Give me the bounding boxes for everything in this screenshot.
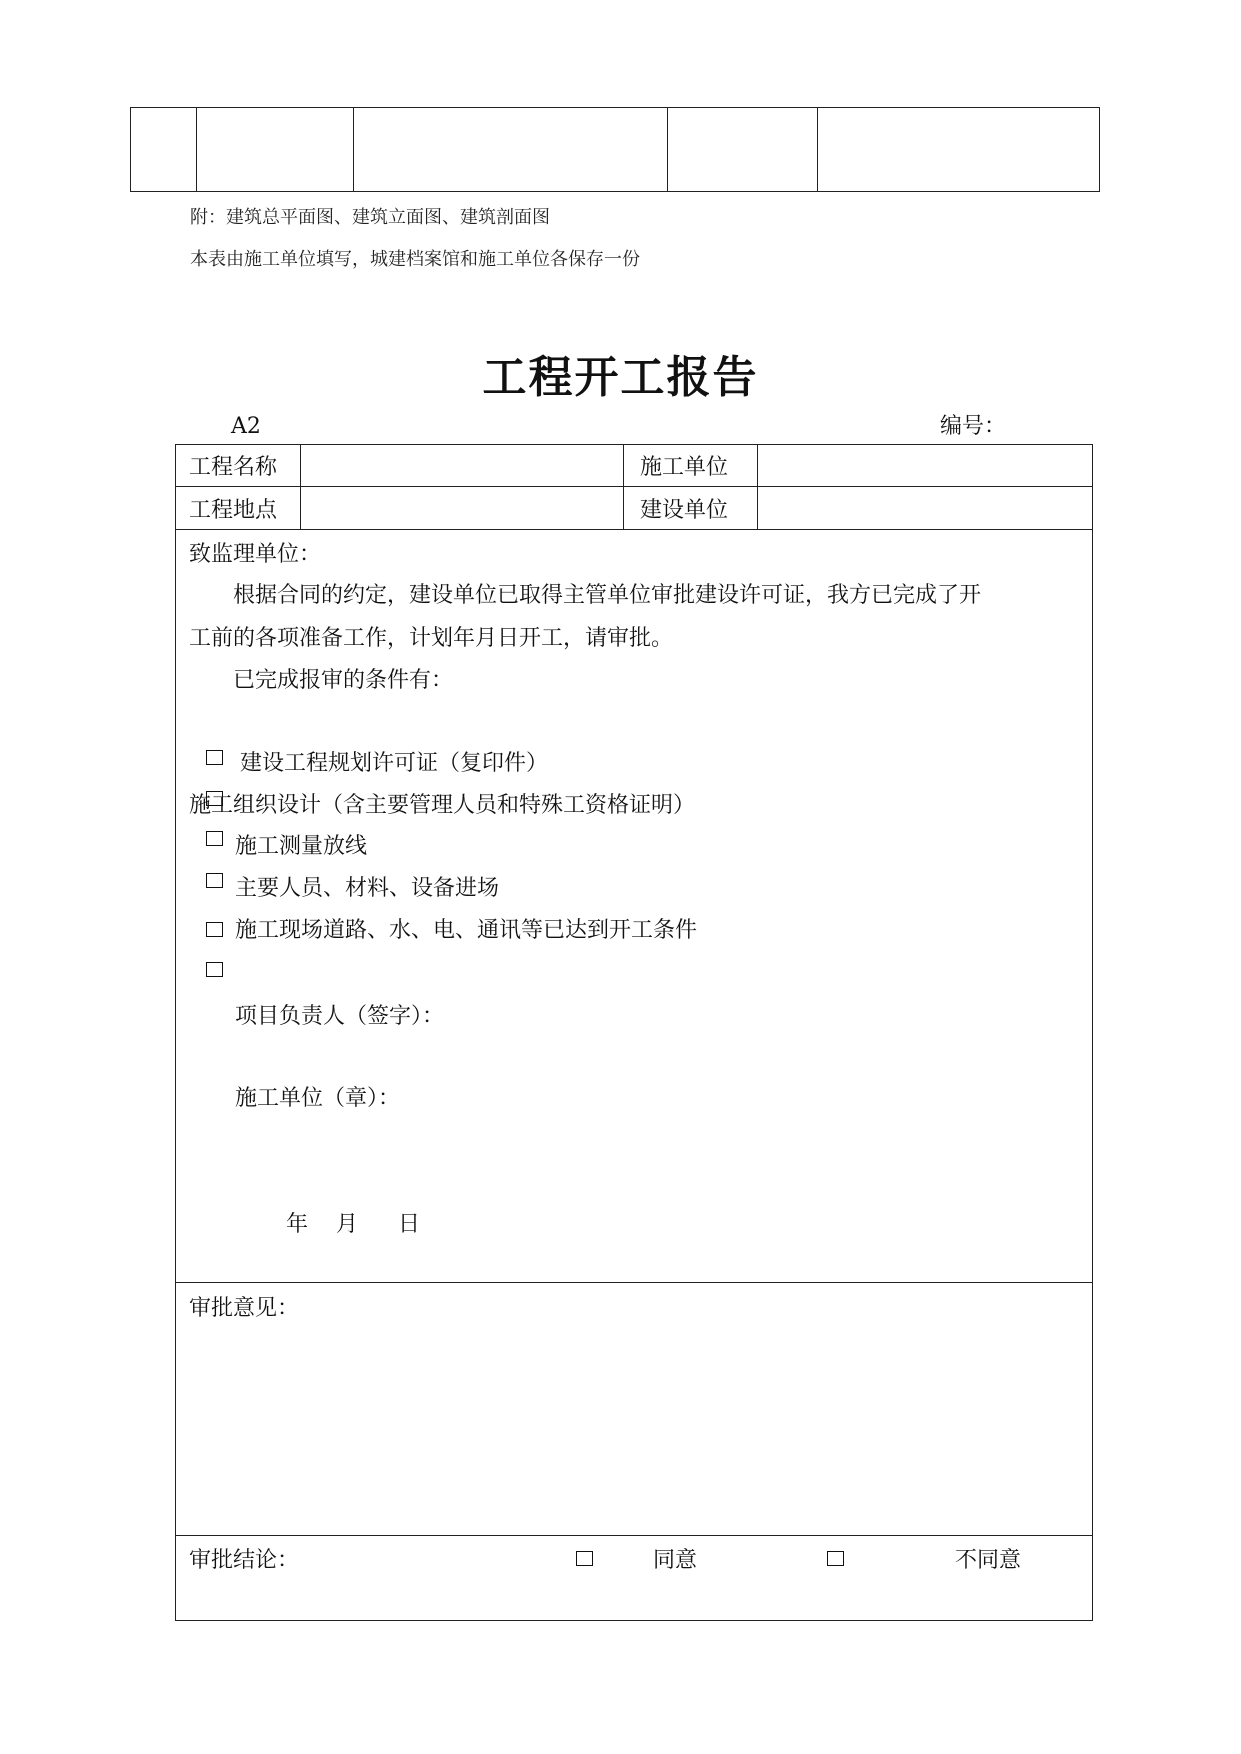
page-title: 工程开工报告 — [482, 352, 759, 403]
condition-checkbox-2[interactable] — [206, 791, 223, 806]
project-name-field[interactable] — [302, 446, 622, 485]
developer-label: 建设单位 — [640, 498, 729, 523]
project-manager-signature-field[interactable] — [470, 1000, 770, 1032]
request-paragraph-line1: 根据合同的约定，建设单位已取得主管单位审批建设许可证，我方已完成了开 — [233, 583, 982, 608]
date-day: 日 — [398, 1212, 421, 1237]
condition-checkbox-3[interactable] — [206, 831, 223, 846]
agree-label: 同意 — [653, 1548, 698, 1573]
approval-opinion-label: 审批意见： — [189, 1296, 300, 1321]
disagree-label: 不同意 — [955, 1548, 1022, 1573]
condition-label-1: 建设工程规划许可证（复印件） — [240, 751, 549, 776]
contractor-seal-label: 施工单位（章）： — [235, 1086, 401, 1111]
condition-checkbox-5[interactable] — [206, 922, 223, 937]
serial-number-label: 编号： — [940, 414, 1007, 439]
condition-checkbox-1[interactable] — [206, 750, 223, 765]
contractor-seal-field[interactable] — [420, 1080, 720, 1112]
date-month: 月 — [336, 1212, 359, 1237]
approval-conclusion-label: 审批结论： — [189, 1548, 300, 1573]
condition-label-2: 施工组织设计（含主要管理人员和特殊工资格证明） — [189, 793, 696, 818]
serial-number-field[interactable] — [1000, 412, 1090, 440]
developer-field[interactable] — [759, 488, 1091, 528]
date-year: 年 — [286, 1212, 309, 1237]
addressee: 致监理单位： — [189, 542, 322, 567]
agree-checkbox[interactable] — [576, 1551, 593, 1566]
project-name-label: 工程名称 — [189, 455, 278, 480]
project-manager-signature-label: 项目负责人（签字）： — [235, 1004, 445, 1029]
disagree-checkbox[interactable] — [827, 1551, 844, 1566]
condition-label-4: 主要人员、材料、设备进场 — [235, 876, 500, 901]
condition-checkbox-4[interactable] — [206, 873, 223, 888]
fill-instructions-note: 本表由施工单位填写，城建档案馆和施工单位各保存一份 — [190, 249, 640, 270]
attachment-note: 附：建筑总平面图、建筑立面图、建筑剖面图 — [190, 207, 550, 228]
contractor-label: 施工单位 — [640, 455, 729, 480]
approval-opinion-field[interactable] — [177, 1330, 1091, 1530]
project-location-field[interactable] — [302, 488, 622, 528]
condition-label-3: 施工测量放线 — [235, 834, 368, 859]
form-code: A2 — [231, 414, 261, 439]
conditions-heading: 已完成报审的条件有： — [233, 668, 454, 693]
condition-checkbox-6[interactable] — [206, 962, 223, 977]
condition-label-5: 施工现场道路、水、电、通讯等已达到开工条件 — [235, 918, 698, 943]
request-paragraph-line2: 工前的各项准备工作，计划年月日开工，请审批。 — [189, 626, 674, 651]
project-location-label: 工程地点 — [189, 498, 278, 523]
contractor-field[interactable] — [759, 446, 1091, 485]
